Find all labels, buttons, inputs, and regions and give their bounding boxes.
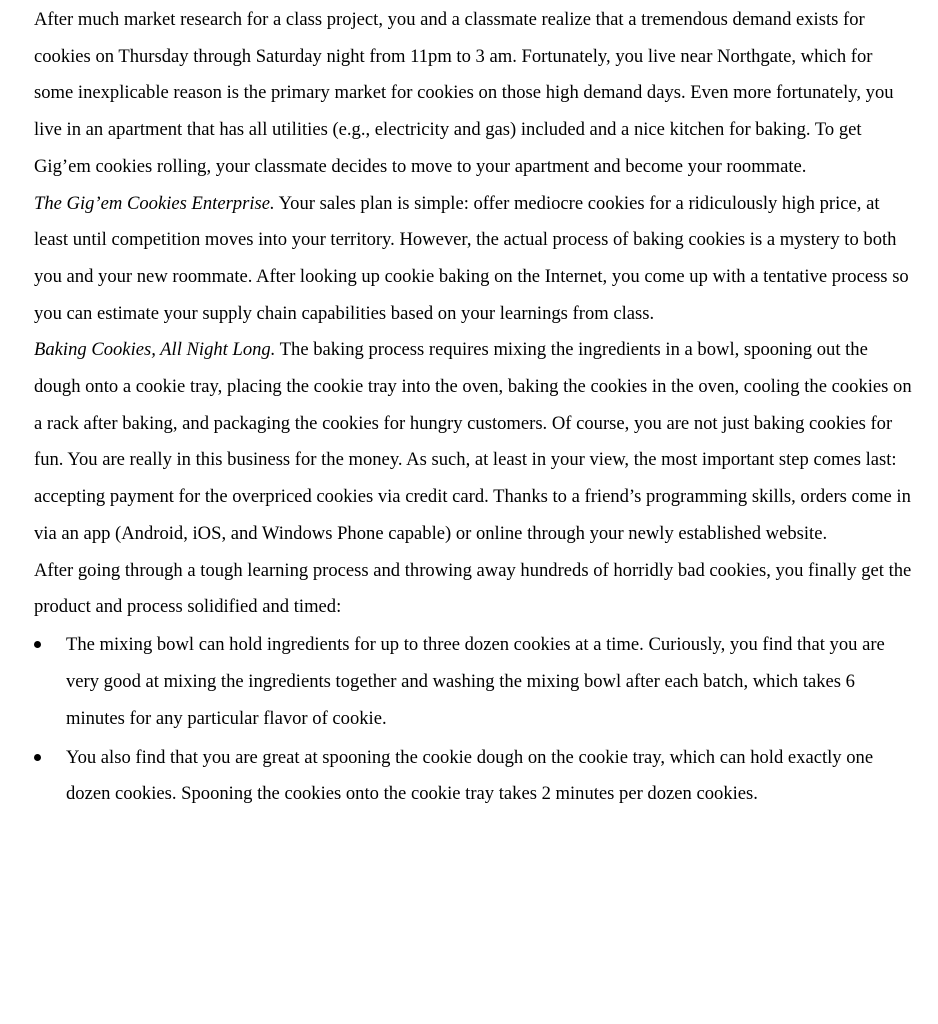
document-body — [34, 2, 914, 813]
list-item — [34, 740, 914, 813]
bullet-icon — [34, 641, 41, 648]
list-item-text: You also find that you are great at spooning the cookie dough on the cookie tray, which can hold exactly one dozen cookies. Spooning the cookies onto the cookie tray takes 2 minutes per dozen cookies. — [66, 746, 874, 805]
paragraph-enterprise-heading: The Gig’em Cookies Enterprise. — [34, 192, 275, 214]
bullet-icon — [34, 754, 41, 761]
list-item — [34, 627, 914, 737]
paragraph-baking-heading: Baking Cookies, All Night Long. — [34, 339, 276, 361]
paragraph-process: After going through a tough learning process and throwing away hundreds of horridly bad cookies, you finally get the product and process solidified and timed: — [34, 559, 912, 618]
paragraph-intro: After much market research for a class project, you and a classmate realize that a tremendous demand exists for cookies on Thursday through Saturday night from 11pm to 3 am. Fortunately, you live near Northgate, which for some inexplicable reason is the primary market for cookies on those high demand days. Even more fortunately, you live in an apartment that has all utilities (e.g., electricity and gas) included and a nice kitchen for baking. To get Gig’em cookies rolling, your classmate decides to move to your apartment and become your roommate. — [34, 9, 894, 177]
paragraph-baking-text: The baking process requires mixing the ingredients in a bowl, spooning out the dough onto a cookie tray, placing the cookie tray into the oven, baking the cookies in the oven, cooling the cookies on a rack after baking, and packaging the cookies for hungry customers. Of course, you are not just baking cookies for fun. You are really in this business for the money. As such, at least in your view, the most important step comes last: accepting payment for the overpriced cookies via credit card. Thanks to a friend’s programming skills, orders come in via an app (Android, iOS, and Windows Phone capable) or online through your newly established website. — [34, 339, 912, 544]
paragraph-enterprise — [34, 186, 914, 333]
paragraph-enterprise-text: Your sales plan is simple: offer mediocre cookies for a ridiculously high price, at least until competition moves into your territory. However, the actual process of baking cookies is a mystery to both you and your new roommate. After looking up cookie baking on the Internet, you come up with a tentative process so you can estimate your supply chain capabilities based on your learnings from class. — [34, 192, 909, 324]
paragraph-baking — [34, 332, 914, 552]
list-item-text: The mixing bowl can hold ingredients for up to three dozen cookies at a time. Curiously, you find that you are very good at mixing the ingredients together and washing the mixing bowl after each batch, which takes 6 minutes for any particular flavor of cookie. — [66, 634, 885, 729]
bullet-list — [34, 627, 914, 813]
